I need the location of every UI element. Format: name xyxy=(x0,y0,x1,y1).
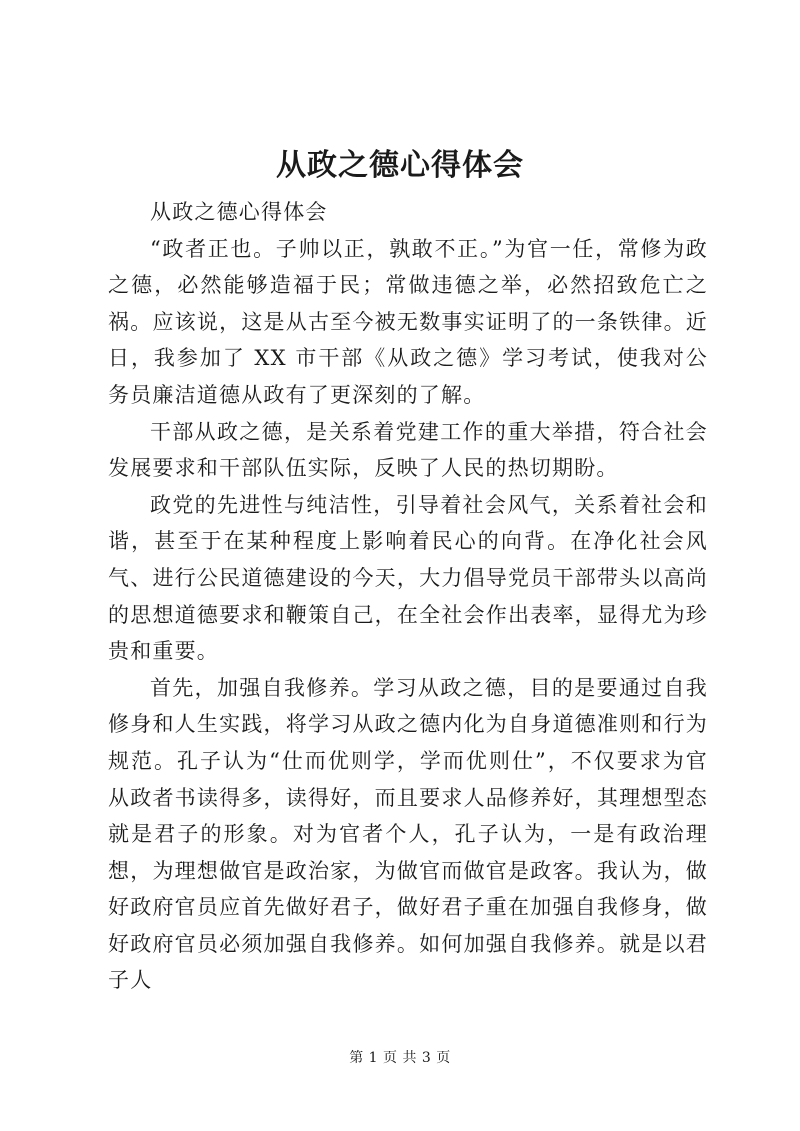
document-title: 从政之德心得体会 xyxy=(276,148,524,183)
paragraph-subtitle: 从政之德心得体会 xyxy=(150,200,328,224)
paragraph-intro: “政者正也。子帅以正，孰敢不正。”为官一任，常修为政之德，必然能够造福于民；常做违德之举，必然招致危亡之祸。应该说，这是从古至今被无数事实证明了的一条铁律。近日，我参加了 XX 市干部《从政之德》学习考试，使我对公务员廉洁道德从政有了更深刻的了解。 xyxy=(108,236,708,407)
page-number-footer: 第 1 页 共 3 页 xyxy=(349,1050,451,1066)
document-body xyxy=(108,194,708,999)
paragraph-self-cultivation: 首先，加强自我修养。学习从政之德，目的是要通过自我修身和人生实践，将学习从政之德内化为自身道德准则和行为规范。孔子认为“仕而优则学，学而优则仕”，不仅要求为官从政者书读得多，读得好，而且要求人品修养好，其理想型态就是君子的形象。对为官者个人，孔子认为，一是有政治理想，为理想做官是政治家，为做官而做官是政客。我认为，做好政府官员应首先做好君子，做好君子重在加强自我修身，做好政府官员必须加强自我修养。如何加强自我修养。就是以君子人 xyxy=(108,675,708,993)
paragraph-party-purity: 政党的先进性与纯洁性，引导着社会风气，关系着社会和谐，甚至于在某种程度上影响着民心的向背。在净化社会风气、进行公民道德建设的今天，大力倡导党员干部带头以高尚的思想道德要求和鞭策自己，在全社会作出表率，显得尤为珍贵和重要。 xyxy=(108,492,708,664)
paragraph-significance: 干部从政之德，是关系着党建工作的重大举措，符合社会发展要求和干部队伍实际，反映了人民的热切期盼。 xyxy=(108,419,708,481)
